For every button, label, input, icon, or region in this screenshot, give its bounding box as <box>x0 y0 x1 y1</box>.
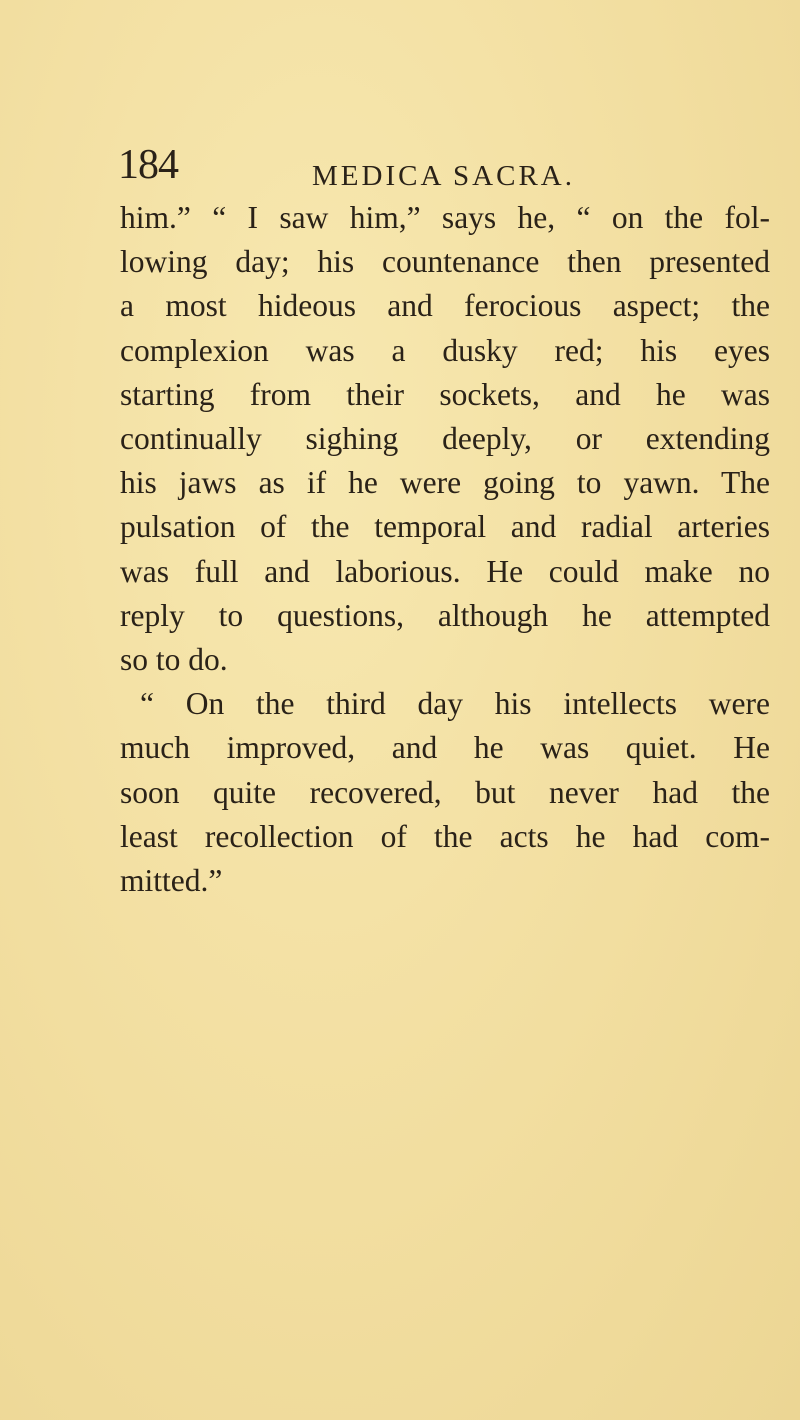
text-line: soon quite recovered, but never had the <box>120 774 770 810</box>
text-line: continually sighing deeply, or extending <box>120 421 770 457</box>
text-line: him.” “ I saw him,” says he, “ on the fol- <box>120 200 770 235</box>
body-text <box>120 196 770 903</box>
text-line: least recollection of the acts he had com- <box>120 818 770 854</box>
running-head: MEDICA SACRA. <box>312 160 575 192</box>
page-header <box>118 140 758 200</box>
text-line: was full and laborious. He could make no <box>120 553 770 589</box>
text-line: lowing day; his countenance then presented <box>120 244 770 280</box>
text-line: pulsation of the temporal and radial arteries <box>120 509 770 545</box>
text-line: mitted.” <box>120 863 223 899</box>
text-line: a most hideous and ferocious aspect; the <box>120 288 770 324</box>
text-line: so to do. <box>120 642 228 678</box>
text-line: starting from their sockets, and he was <box>120 376 770 412</box>
text-line: much improved, and he was quiet. He <box>120 730 770 766</box>
text-line: reply to questions, although he attempted <box>120 597 770 633</box>
page-number: 184 <box>118 142 178 188</box>
text-line: complexion was a dusky red; his eyes <box>120 332 770 368</box>
text-line: “ On the third day his intellects were <box>140 686 770 722</box>
text-line: his jaws as if he were going to yawn. The <box>120 465 770 501</box>
